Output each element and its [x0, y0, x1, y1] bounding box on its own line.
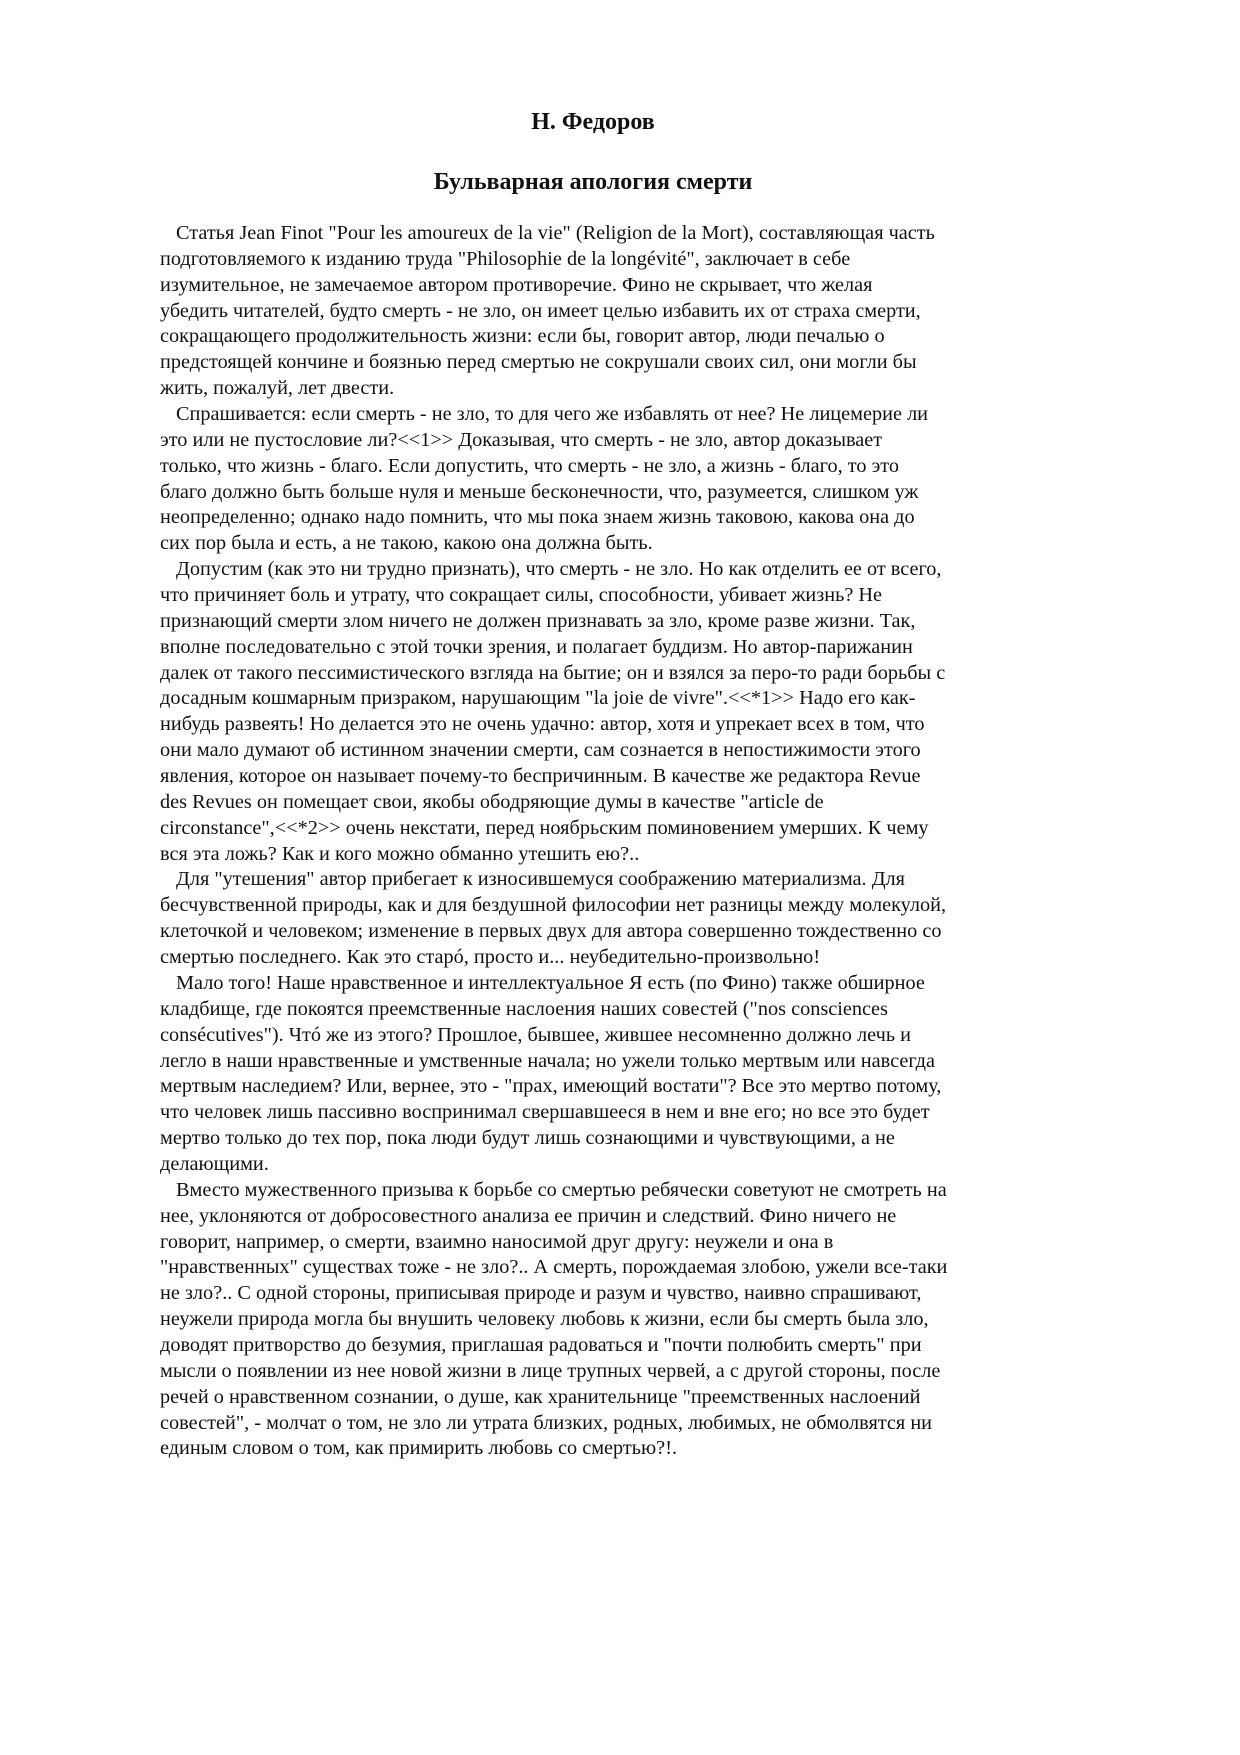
text-line: это или не пустословие ли?<<1>> Доказывая, что смерть - не зло, автор доказывает	[160, 428, 883, 451]
text-line: досадным кошмарным призраком, нарушающим "la joie de vivre".<<*1>> Надо его как-	[160, 687, 916, 710]
text-line: говорит, например, о смерти, взаимно наносимой друг другу: неужели и она в	[160, 1230, 834, 1253]
text-line: consécutives"). Чтó же из этого? Прошлое, бывшее, жившее несомненно должно лечь и	[160, 1023, 911, 1046]
paragraph-first-line: Спрашивается: если смерть - не зло, то для чего же избавлять от нее? Не лицемерие ли	[176, 403, 929, 426]
text-line: они мало думают об истинном значении смерти, сам сознается в непостижимости этого	[160, 739, 921, 762]
text-line: нее, уклоняются от добросовестного анализа ее причин и следствий. Фино ничего не	[160, 1204, 897, 1227]
text-line: делающими.	[160, 1152, 269, 1175]
paragraph-first-line: Статья Jean Finot "Pour les amoureux de la vie" (Religion de la Mort), составляющая часть	[176, 222, 935, 244]
text-line: сокращающего продолжительность жизни: если бы, говорит автор, люди печалью о	[160, 325, 885, 348]
text-line: что человек лишь пассивно воспринимал свершавшееся в нем и вне его; но все это будет	[160, 1101, 930, 1124]
text-line: мертво только до тех пор, пока люди будут лишь сознающими и чувствующими, а не	[160, 1127, 895, 1150]
text-line: далек от такого пессимистического взгляда на бытие; он и взялся за перо-то ради борьбы с	[160, 661, 946, 684]
text-line: "нравственных" существах тоже - не зло?.. А смерть, порождаемая злобою, ужели все-таки	[160, 1256, 948, 1279]
text-line: убедить читателей, будто смерть - не зло, он имеет целью избавить их от страха смерти,	[160, 299, 921, 322]
text-line: совестей", - молчат о том, не зло ли утрата близких, родных, любимых, не обмолвятся ни	[160, 1411, 933, 1434]
article-title: Бульварная апология смерти	[433, 169, 753, 195]
text-line: des Revues он помещает свои, якобы ободряющие думы в качестве "article de	[160, 790, 824, 813]
text-line: доводят притворство до безумия, приглашая радоваться и "почти полюбить смерть" при	[160, 1333, 922, 1356]
text-line: circonstance",<<*2>> очень некстати, перед ноябрьским поминовением умерших. К чему	[160, 816, 929, 839]
text-line: только, что жизнь - благо. Если допустить, что смерть - не зло, а жизнь - благо, то это	[160, 454, 900, 477]
text-line: речей о нравственном сознании, о душе, как хранительнице "преемственных наслоений	[160, 1385, 921, 1408]
text-line: единым словом о том, как примирить любовь со смертью?!.	[160, 1437, 678, 1460]
text-line: неопределенно; однако надо помнить, что мы пока знаем жизнь таковою, какова она до	[160, 506, 915, 529]
text-line: подготовляемого к изданию труда "Philosophie de la longévité", заключает в себе	[160, 247, 851, 270]
text-line: не зло?.. С одной стороны, приписывая природе и разум и чувство, наивно спрашивают,	[160, 1282, 922, 1305]
text-line: изумительное, не замечаемое автором противоречие. Фино не скрывает, что желая	[160, 273, 873, 296]
text-line: благо должно быть больше нуля и меньше бесконечности, что, разумеется, слишком уж	[160, 480, 919, 503]
text-line: легло в наши нравственные и умственные начала; но ужели только мертвым или навсегда	[160, 1049, 935, 1072]
paragraph-first-line: Для "утешения" автор прибегает к износившемуся соображению материализма. Для	[176, 868, 905, 891]
text-line: клеточкой и человеком; изменение в первых двух для автора совершенно тождественно со	[160, 920, 942, 943]
text-line: признающий смерти злом ничего не должен признавать за зло, кроме разве жизни. Так,	[160, 609, 916, 632]
author-name: Н. Федоров	[531, 109, 655, 135]
text-line: мертвым наследием? Или, вернее, это - "прах, имеющий востати"? Все это мертво потому,	[160, 1075, 942, 1098]
text-line: явления, которое он называет почему-то беспричинным. В качестве же редактора Revue	[160, 765, 921, 788]
text-line: предстоящей кончине и боязнью перед смертью не сокрушали своих сил, они могли бы	[160, 351, 917, 374]
text-line: что причиняет боль и утрату, что сокращает силы, способности, убивает жизнь? Не	[160, 584, 883, 607]
text-line: мысли о появлении из нее новой жизни в лице трупных червей, а с другой стороны, после	[160, 1359, 941, 1382]
paragraph-first-line: Мало того! Наше нравственное и интеллектуальное Я есть (по Фино) также обширное	[176, 971, 925, 994]
paragraph-first-line: Вместо мужественного призыва к борьбе со смертью ребячески советуют не смотреть на	[176, 1178, 947, 1201]
text-line: нибудь развеять! Но делается это не очень удачно: автор, хотя и упрекает всех в том, что	[160, 713, 925, 736]
text-line: сих пор была и есть, а не такою, какою она должна быть.	[160, 532, 653, 555]
text-line: вполне последовательно с этой точки зрения, и полагает буддизм. Но автор-парижанин	[160, 635, 913, 658]
text-line: вся эта ложь? Как и кого можно обманно утешить ею?..	[160, 842, 640, 865]
text-line: бесчувственной природы, как и для бездушной философии нет разницы между молекулой,	[160, 894, 947, 917]
text-line: смертью последнего. Как это старó, просто и... неубедительно-произвольно!	[160, 946, 821, 969]
text-line: жить, пожалуй, лет двести.	[160, 377, 395, 400]
text-line: кладбище, где покоятся преемственные наслоения наших совестей ("nos consciences	[160, 997, 888, 1020]
paragraph-first-line: Допустим (как это ни трудно признать), что смерть - не зло. Но как отделить ее от всего,	[176, 558, 942, 581]
text-line: неужели природа могла бы внушить человеку любовь к жизни, если бы смерть была зло,	[160, 1308, 929, 1331]
article-body	[160, 221, 1040, 1462]
